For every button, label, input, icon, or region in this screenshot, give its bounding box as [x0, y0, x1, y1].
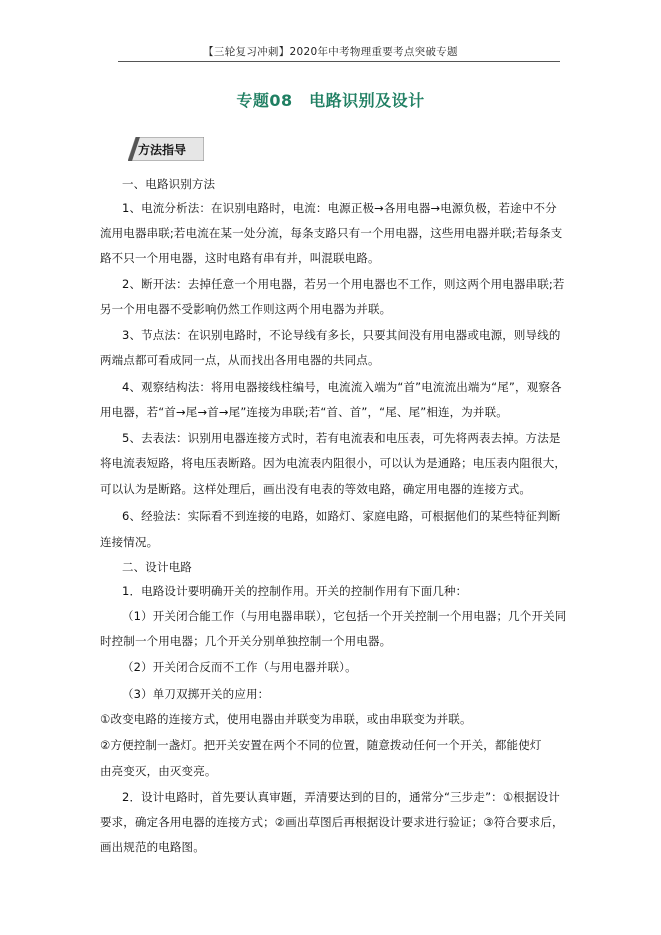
paragraph-line: 两端点都可看成同一点，从而找出各用电器的共同点。: [100, 353, 380, 367]
paragraph-line: 4、观察结构法：将用电器接线柱编号，电流流入端为“首”电流流出端为“尾”，观察各: [122, 380, 562, 394]
method-guide-label: 方法指导: [138, 143, 187, 157]
paragraph-line: ①改变电路的连接方式，使用电器由并联变为串联，或由串联变为并联。: [100, 712, 472, 726]
paragraph-line: ②方便控制一盏灯。把开关安置在两个不同的位置，随意拨动任何一个开关，都能使灯: [100, 738, 542, 752]
paragraph-line: 连接情况。: [100, 535, 159, 549]
paragraph-line: 将电流表短路，将电压表断路。因为电流表内阻很小，可以认为是通路；电压表内阻很大，: [100, 456, 566, 470]
paragraph-line: 3、节点法：在识别电路时，不论导线有多长，只要其间没有用电器或电源，则导线的: [122, 328, 561, 342]
paragraph-line: 5、去表法：识别用电器连接方式时，若有电流表和电压表，可先将两表去掉。方法是: [122, 431, 561, 445]
page-title: 专题08 电路识别及设计: [236, 91, 425, 110]
section-heading-circuit-identification: 一、电路识别方法: [122, 177, 216, 191]
paragraph-line: 2．设计电路时，首先要认真审题，弄清要达到的目的，通常分“三步走”：①根据设计: [122, 790, 560, 804]
paragraph-line: 路不只一个用电器，这时电路有串有并，叫混联电路。: [100, 251, 380, 265]
section-heading-circuit-design: 二、设计电路: [122, 560, 192, 574]
paragraph-line: （3）单刀双掷开关的应用：: [122, 687, 270, 701]
paragraph-line: 用电器，若“首→尾→首→尾”连接为串联;若“首、首”，“尾、尾”相连，为并联。: [100, 405, 508, 419]
paragraph-line: 由亮变灭，由灭变亮。: [100, 764, 217, 778]
page-header: 【三轮复习冲刺】2020年中考物理重要考点突破专题: [203, 46, 458, 58]
paragraph-line: 另一个用电器不受影响仍然工作则这两个用电器为并联。: [100, 302, 392, 316]
paragraph-line: 可以认为是断路。这样处理后，画出没有电表的等效电路，确定用电器的连接方式。: [100, 482, 532, 496]
paragraph-line: 2、断开法：去掉任意一个用电器，若另一个用电器也不工作，则这两个用电器串联;若: [122, 277, 565, 291]
paragraph-line: （2）开关闭合反而不工作（与用电器并联）。: [122, 660, 357, 674]
paragraph-line: （1）开关闭合能工作（与用电器串联），它包括一个开关控制一个用电器；几个开关同: [122, 609, 567, 623]
paragraph-line: 时控制一个用电器；几个开关分别单独控制一个用电器。: [100, 634, 392, 648]
paragraph-line: 6、经验法：实际看不到连接的电路，如路灯、家庭电路，可根据他们的某些特征判断: [122, 509, 561, 523]
paragraph-line: 画出规范的电路图。: [100, 840, 205, 854]
header-rule: [118, 61, 560, 62]
paragraph-line: 1、电流分析法：在识别电路时，电流：电源正极→各用电器→电源负极，若途中不分: [122, 201, 557, 215]
paragraph-line: 流用电器串联;若电流在某一处分流，每条支路只有一个用电器，这些用电器并联;若每条支: [100, 226, 563, 240]
paragraph-line: 要求，确定各用电器的连接方式；②画出草图后再根据设计要求进行验证；③符合要求后，: [100, 815, 564, 829]
paragraph-line: 1．电路设计要明确开关的控制作用。开关的控制作用有下面几种：: [122, 584, 468, 598]
